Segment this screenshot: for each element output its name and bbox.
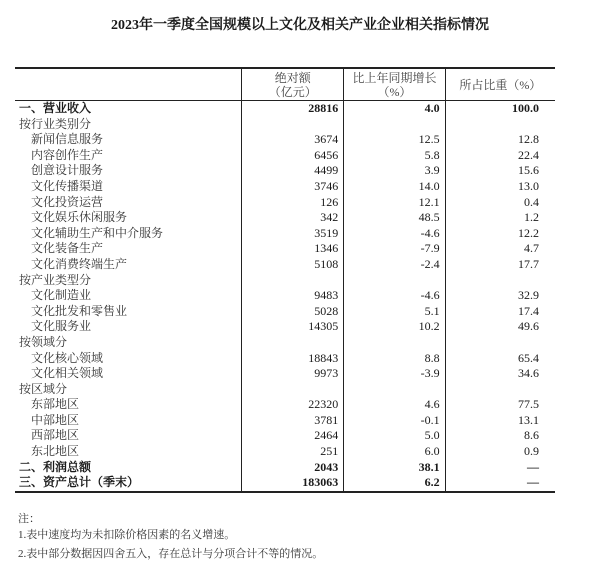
table-row: [15, 351, 555, 367]
row-share: 17.4: [445, 304, 555, 320]
row-amount: 9973: [242, 366, 344, 382]
table-row: [15, 428, 555, 444]
row-growth: 3.9: [344, 163, 445, 179]
table-row: [15, 163, 555, 179]
table-row: [15, 382, 555, 398]
indicators-table: [15, 67, 555, 493]
table-row: [15, 273, 555, 289]
row-label: 文化传播渠道: [31, 178, 104, 193]
row-label: 西部地区: [31, 428, 80, 443]
table-row: [15, 444, 555, 460]
row-label: 按产业类型分: [19, 272, 92, 287]
row-label: 中部地区: [31, 412, 80, 427]
row-growth: 5.0: [344, 428, 445, 444]
row-growth: -2.4: [344, 257, 445, 273]
note-item: 2.表中部分数据因四舍五入，存在总计与分项合计不等的情况。: [18, 548, 324, 560]
notes: [18, 511, 323, 562]
row-amount: 2043: [242, 460, 344, 476]
row-label: 文化批发和零售业: [31, 303, 128, 318]
table-body: [15, 101, 555, 492]
table-row: [15, 101, 555, 117]
row-amount: 5108: [242, 257, 344, 273]
row-share: 1.2: [445, 210, 555, 226]
row-growth: [344, 273, 445, 289]
row-share: —: [445, 475, 555, 492]
row-share: [445, 273, 555, 289]
header-growth-line1: 比上年同期增长: [352, 70, 437, 85]
row-share: 12.2: [445, 226, 555, 242]
header-amount-line1: 绝对额: [274, 70, 311, 85]
row-share: —: [445, 460, 555, 476]
row-amount: 251: [242, 444, 344, 460]
row-growth: 48.5: [344, 210, 445, 226]
row-amount: 4499: [242, 163, 344, 179]
row-growth: [344, 117, 445, 133]
table-row: [15, 319, 555, 335]
row-growth: 4.0: [344, 101, 445, 117]
row-share: 100.0: [445, 101, 555, 117]
row-growth: -0.1: [344, 413, 445, 429]
row-share: 13.0: [445, 179, 555, 195]
row-amount: 3746: [242, 179, 344, 195]
row-label: 文化娱乐休闲服务: [31, 210, 128, 225]
row-growth: 12.1: [344, 195, 445, 211]
row-amount: 3519: [242, 226, 344, 242]
table-row: [15, 257, 555, 273]
table-row: [15, 304, 555, 320]
row-growth: 5.8: [344, 148, 445, 164]
row-amount: 14305: [242, 319, 344, 335]
row-share: [445, 382, 555, 398]
table-row: [15, 288, 555, 304]
row-label: 文化服务业: [31, 319, 92, 334]
row-amount: 22320: [242, 397, 344, 413]
row-amount: [242, 335, 344, 351]
row-amount: 3674: [242, 132, 344, 148]
row-label: 按行业类别分: [19, 116, 92, 131]
table-row: [15, 132, 555, 148]
row-amount: 28816: [242, 101, 344, 117]
row-share: 17.7: [445, 257, 555, 273]
header-amount-line2: （亿元）: [268, 84, 317, 99]
table-row: [15, 335, 555, 351]
header-growth-line2: （%）: [377, 84, 412, 99]
row-amount: 126: [242, 195, 344, 211]
note-item: 1.表中速度均为未扣除价格因素的名义增速。: [18, 529, 236, 541]
row-growth: -3.9: [344, 366, 445, 382]
row-label: 创意设计服务: [31, 163, 104, 178]
row-amount: 2464: [242, 428, 344, 444]
row-growth: 6.0: [344, 444, 445, 460]
table-row: [15, 179, 555, 195]
table-header-row: [15, 68, 555, 101]
header-growth: [344, 68, 445, 101]
row-share: [445, 117, 555, 133]
row-growth: [344, 382, 445, 398]
row-amount: 18843: [242, 351, 344, 367]
row-label: 一、营业收入: [19, 101, 92, 115]
row-label: 按领域分: [19, 334, 68, 349]
row-label: 文化辅助生产和中介服务: [31, 225, 164, 240]
row-growth: 4.6: [344, 397, 445, 413]
row-share: 8.6: [445, 428, 555, 444]
row-amount: [242, 382, 344, 398]
row-growth: 8.8: [344, 351, 445, 367]
row-label: 文化制造业: [31, 288, 92, 303]
row-growth: -7.9: [344, 241, 445, 257]
row-share: 0.4: [445, 195, 555, 211]
row-share: 49.6: [445, 319, 555, 335]
row-amount: 3781: [242, 413, 344, 429]
table-row: [15, 241, 555, 257]
row-amount: 183063: [242, 475, 344, 492]
row-label: 二、利润总额: [19, 459, 92, 474]
row-share: 4.7: [445, 241, 555, 257]
row-growth: 14.0: [344, 179, 445, 195]
header-amount: [242, 68, 344, 101]
row-amount: [242, 117, 344, 133]
row-growth: 6.2: [344, 475, 445, 492]
row-growth: 38.1: [344, 460, 445, 476]
row-share: 34.6: [445, 366, 555, 382]
header-label-column: [15, 68, 242, 101]
row-amount: 342: [242, 210, 344, 226]
row-label: 东部地区: [31, 397, 80, 412]
row-share: 0.9: [445, 444, 555, 460]
row-amount: 5028: [242, 304, 344, 320]
row-share: 22.4: [445, 148, 555, 164]
row-growth: 5.1: [344, 304, 445, 320]
page-title: 2023年一季度全国规模以上文化及相关产业企业相关指标情况: [111, 18, 489, 33]
table-row: [15, 226, 555, 242]
row-amount: 9483: [242, 288, 344, 304]
table-row: [15, 475, 555, 492]
table-row: [15, 148, 555, 164]
row-label: 按区域分: [19, 381, 68, 396]
table-row: [15, 210, 555, 226]
row-amount: [242, 273, 344, 289]
table-row: [15, 117, 555, 133]
row-label: 文化核心领域: [31, 350, 104, 365]
row-label: 三、资产总计（季末）: [15, 475, 242, 492]
row-amount: 6456: [242, 148, 344, 164]
row-growth: -4.6: [344, 226, 445, 242]
row-label: 文化消费终端生产: [31, 256, 128, 271]
row-growth: 10.2: [344, 319, 445, 335]
row-label: 内容创作生产: [31, 147, 104, 162]
table-row: [15, 460, 555, 476]
row-amount: 1346: [242, 241, 344, 257]
header-share: 所占比重（%）: [445, 68, 555, 101]
row-label: 文化相关领域: [31, 366, 104, 381]
row-share: 12.8: [445, 132, 555, 148]
row-growth: 12.5: [344, 132, 445, 148]
row-label: 新闻信息服务: [31, 132, 104, 147]
row-share: 65.4: [445, 351, 555, 367]
row-share: 77.5: [445, 397, 555, 413]
row-label: 东北地区: [31, 444, 80, 459]
table-row: [15, 397, 555, 413]
table-row: [15, 195, 555, 211]
row-share: 32.9: [445, 288, 555, 304]
row-share: [445, 335, 555, 351]
table-row: [15, 413, 555, 429]
notes-heading: 注：: [18, 513, 40, 525]
row-growth: -4.6: [344, 288, 445, 304]
row-label: 文化装备生产: [31, 241, 104, 256]
row-growth: [344, 335, 445, 351]
table-row: [15, 366, 555, 382]
row-share: 15.6: [445, 163, 555, 179]
row-label: 文化投资运营: [31, 194, 104, 209]
row-share: 13.1: [445, 413, 555, 429]
